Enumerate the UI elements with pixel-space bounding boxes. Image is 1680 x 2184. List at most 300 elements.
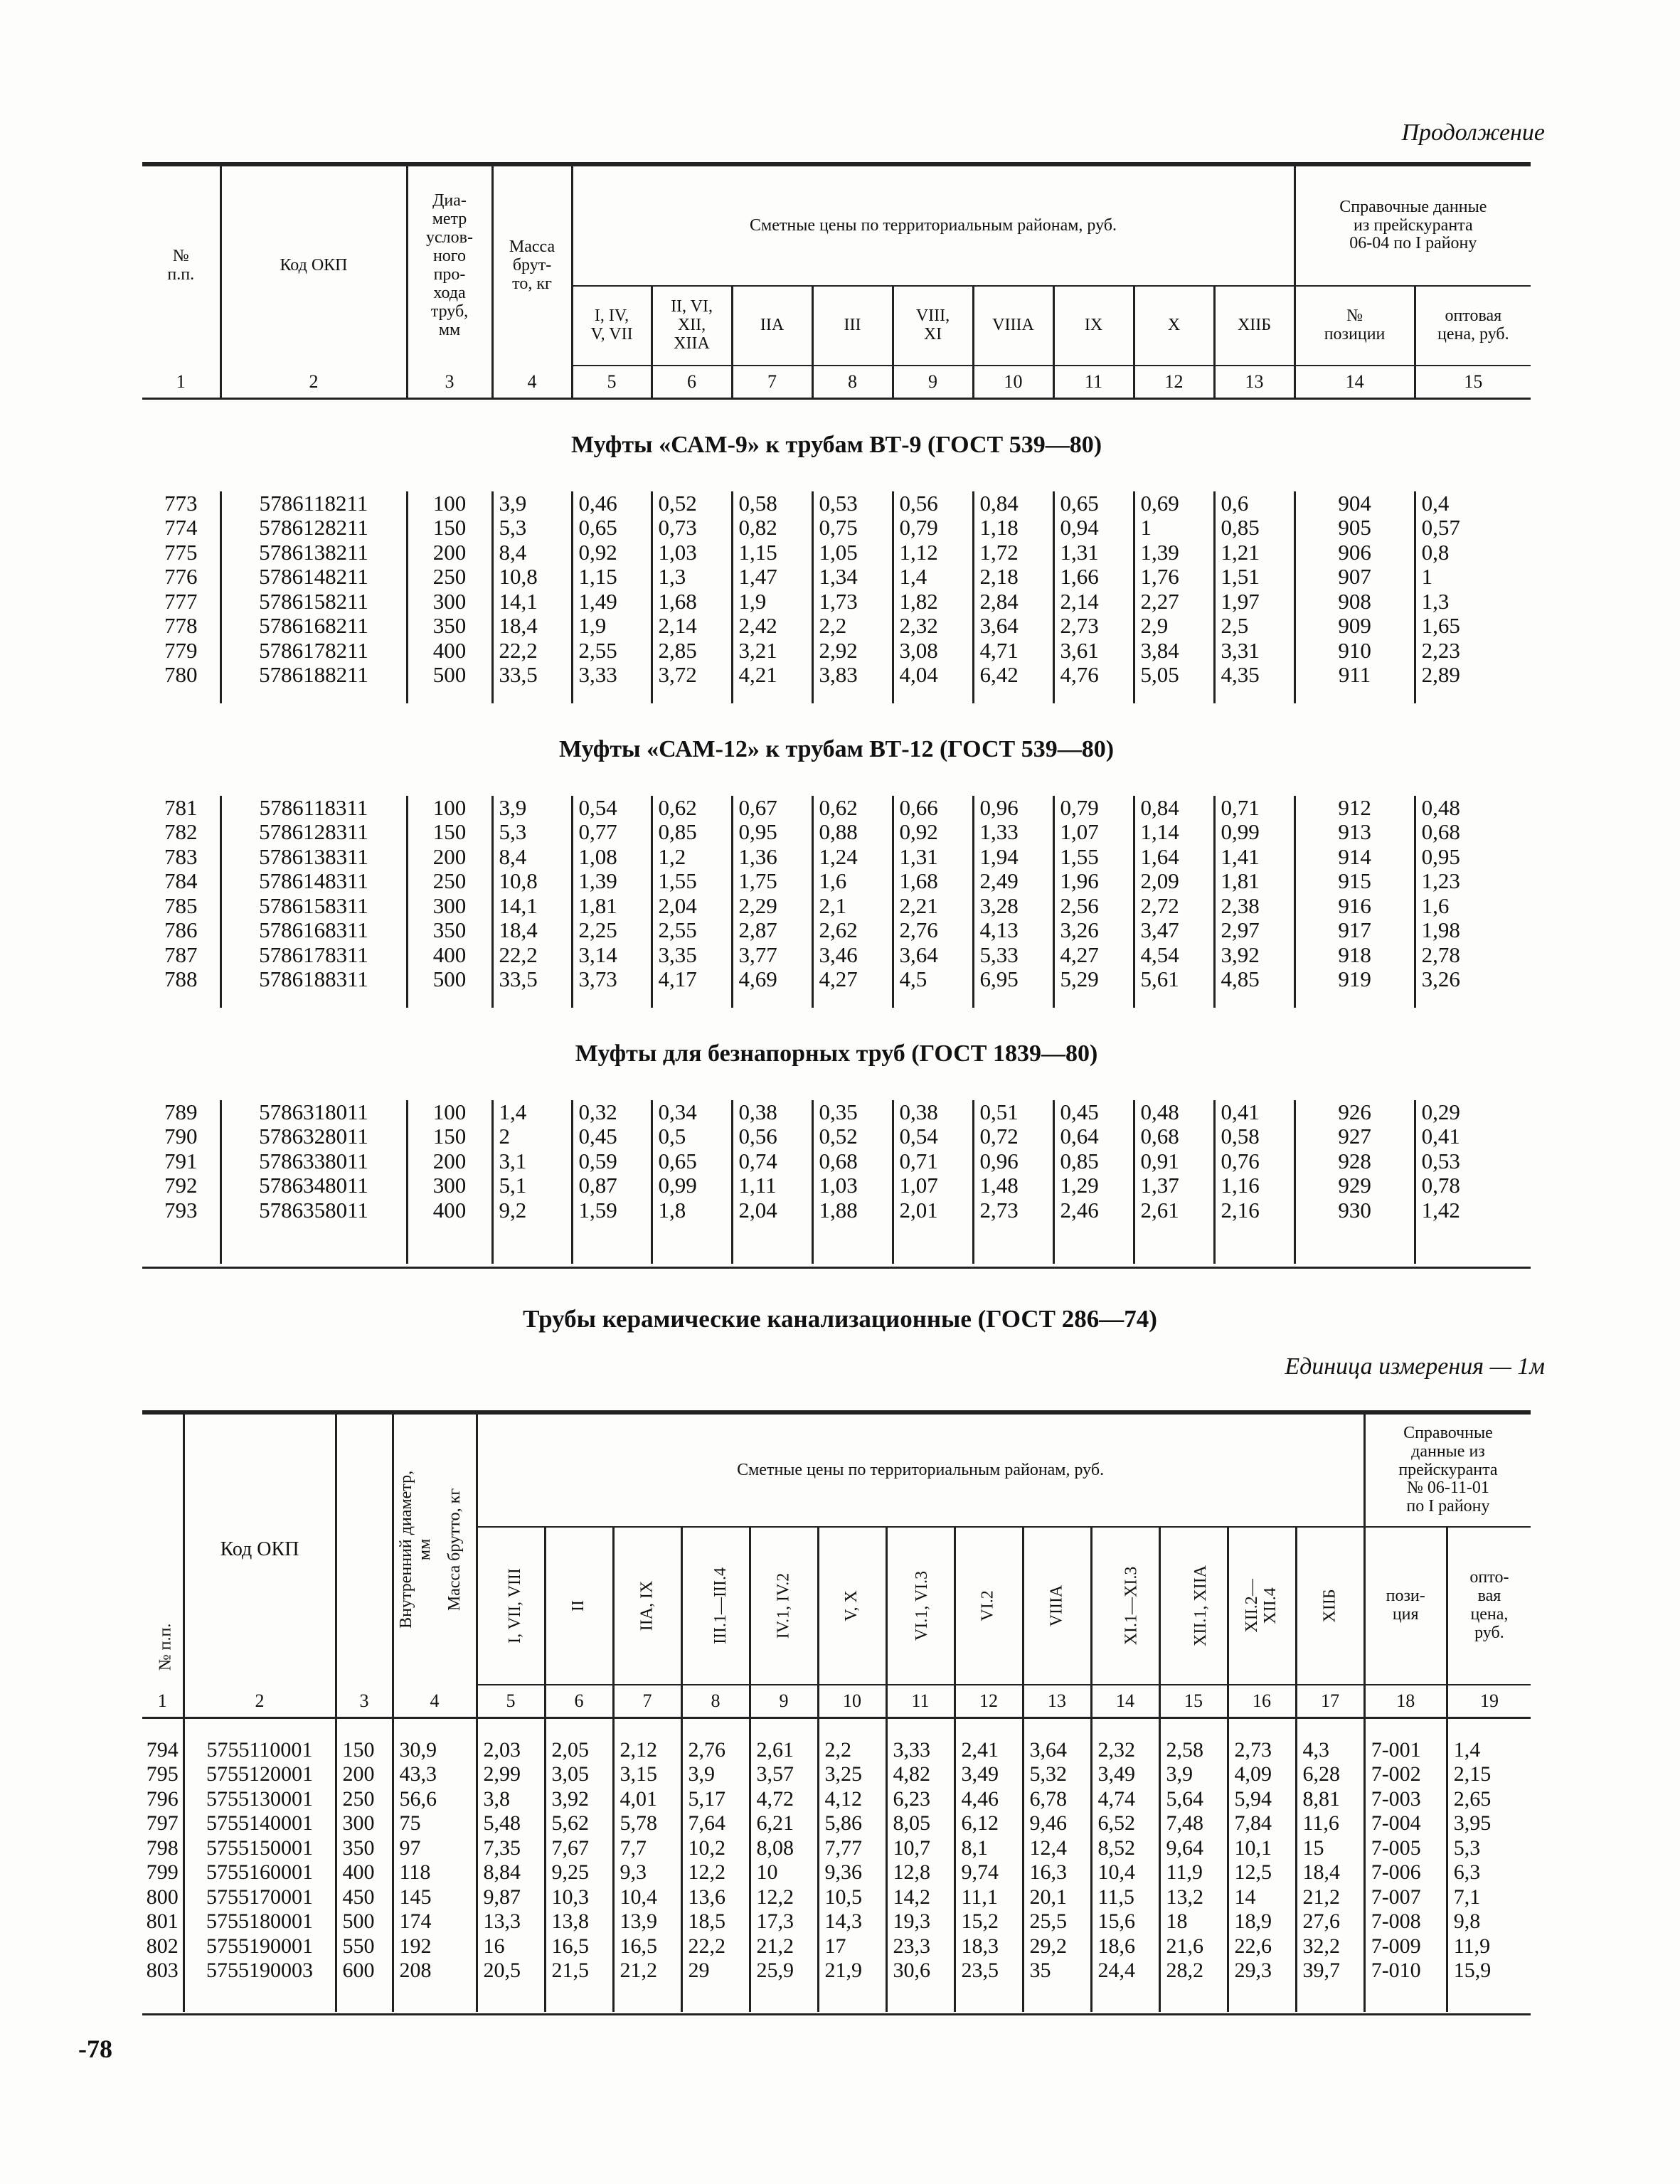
price-4: 18,5 — [681, 1909, 750, 1934]
header-position: № позиции — [1294, 286, 1415, 366]
price-4: 10,2 — [681, 1836, 750, 1861]
spacer-cell — [973, 1222, 1053, 1264]
price-7: 12,8 — [886, 1860, 955, 1885]
price-1: 0,59 — [572, 1149, 652, 1174]
price-4: 1,88 — [812, 1198, 893, 1223]
spacer-cell — [681, 1718, 750, 1738]
price-12: 22,6 — [1228, 1934, 1296, 1959]
spacer-cell — [812, 992, 893, 1008]
price-3: 0,58 — [732, 491, 812, 516]
price-8: 1,14 — [1134, 820, 1214, 845]
spacer-cell — [886, 1983, 955, 2012]
spacer-cell — [812, 1222, 893, 1264]
row-num: 775 — [164, 539, 198, 565]
row-num: 798 — [146, 1836, 179, 1860]
header-code: Код ОКП — [220, 166, 407, 366]
price-2: 0,65 — [652, 1149, 732, 1174]
price-9: 3,31 — [1214, 639, 1294, 664]
header-region: I, IV, V, VII — [572, 286, 652, 366]
spacer-cell — [955, 1718, 1023, 1738]
spacer-cell — [142, 1983, 184, 2012]
diameter: 350 — [336, 1836, 393, 1861]
price-13: 8,81 — [1296, 1787, 1364, 1812]
price-12: 18,9 — [1228, 1909, 1296, 1934]
spacer-cell — [1159, 1718, 1228, 1738]
price-6: 6,95 — [973, 967, 1053, 992]
spacer-cell — [1228, 1983, 1296, 2012]
price-6: 4,13 — [973, 918, 1053, 943]
price-9: 1,51 — [1214, 565, 1294, 590]
price-1: 3,33 — [572, 663, 652, 688]
position: 911 — [1294, 663, 1415, 688]
price-1: 3,14 — [572, 943, 652, 968]
spacer-cell — [492, 688, 572, 703]
section-title: Муфты «САМ-12» к трубам ВТ-12 (ГОСТ 539—80) — [559, 735, 1115, 762]
diameter: 300 — [407, 1173, 492, 1198]
wholesale-price: 0,4 — [1415, 491, 1531, 516]
price-3: 2,04 — [732, 1198, 812, 1223]
header-region-text: VI.2 — [979, 1590, 998, 1621]
price-8: 5,05 — [1134, 663, 1214, 688]
price-8: 5,61 — [1134, 967, 1214, 992]
mass: 1,4 — [492, 1100, 572, 1125]
price-3: 0,67 — [732, 796, 812, 821]
spacer-cell — [393, 1983, 477, 2012]
spacer-cell — [750, 1983, 818, 2012]
row-num: 776 — [164, 564, 198, 589]
row-num: 781 — [164, 794, 198, 820]
diameter: 150 — [407, 516, 492, 540]
diameter: 450 — [336, 1885, 393, 1910]
okp-code: 5786328011 — [220, 1124, 407, 1149]
price-2: 7,67 — [545, 1836, 613, 1861]
price-4: 1,73 — [812, 590, 893, 614]
price-8: 4,46 — [955, 1787, 1023, 1812]
price-6: 1,18 — [973, 516, 1053, 540]
row-num: 796 — [146, 1786, 179, 1811]
mass: 18,4 — [492, 614, 572, 639]
price-6: 2,73 — [973, 1198, 1053, 1223]
header-region: IIA — [732, 286, 812, 366]
diameter: 250 — [336, 1787, 393, 1812]
price-1: 0,65 — [572, 516, 652, 540]
position: 7-004 — [1364, 1811, 1447, 1836]
spacer-cell — [220, 992, 407, 1008]
spacer-cell — [142, 688, 220, 703]
price-5: 1,82 — [893, 590, 973, 614]
diameter: 300 — [407, 894, 492, 919]
price-3: 3,15 — [613, 1762, 681, 1787]
price-7: 1,55 — [1053, 845, 1134, 870]
price-3: 4,01 — [613, 1787, 681, 1812]
position: 7-008 — [1364, 1909, 1447, 1934]
price-4: 2,92 — [812, 639, 893, 664]
diameter: 150 — [336, 1738, 393, 1763]
price-1: 5,48 — [477, 1811, 545, 1836]
spacer-cell — [893, 992, 973, 1008]
price-9: 1,41 — [1214, 845, 1294, 870]
position: 7-010 — [1364, 1959, 1447, 1983]
price-2: 0,62 — [652, 796, 732, 821]
wholesale-price: 2,23 — [1415, 639, 1531, 664]
mass: 3,9 — [492, 796, 572, 821]
price-9: 0,58 — [1214, 1124, 1294, 1149]
header-region: IX — [1053, 286, 1134, 366]
position: 907 — [1294, 565, 1415, 590]
column-number: 7 — [613, 1685, 681, 1718]
price-7: 1,31 — [1053, 540, 1134, 565]
price-8: 1 — [1134, 516, 1214, 540]
price-4: 7,64 — [681, 1811, 750, 1836]
row-num: 801 — [146, 1909, 179, 1933]
wholesale-price: 6,3 — [1447, 1860, 1531, 1885]
spacer-cell — [407, 992, 492, 1008]
okp-code: 5786168311 — [220, 918, 407, 943]
spacer-cell — [184, 1718, 336, 1738]
header-code: Код ОКП — [184, 1415, 336, 1685]
price-13: 6,28 — [1296, 1762, 1364, 1787]
price-3: 5,78 — [613, 1811, 681, 1836]
price-1: 1,08 — [572, 845, 652, 870]
okp-code: 5786138311 — [220, 845, 407, 870]
price-3: 0,95 — [732, 820, 812, 845]
header-region-text: XIIБ — [1320, 1589, 1339, 1623]
price-9: 9,46 — [1023, 1811, 1091, 1836]
price-5: 21,2 — [750, 1934, 818, 1959]
wholesale-price: 11,9 — [1447, 1934, 1531, 1959]
price-3: 1,11 — [732, 1173, 812, 1198]
row-num: 795 — [146, 1762, 179, 1786]
spacer-cell — [818, 1983, 886, 2012]
header-diameter — [336, 1415, 434, 1685]
price-13: 32,2 — [1296, 1934, 1364, 1959]
position: 913 — [1294, 820, 1415, 845]
price-2: 1,3 — [652, 565, 732, 590]
price-2: 16,5 — [545, 1934, 613, 1959]
price-11: 3,9 — [1159, 1762, 1228, 1787]
price-4: 0,53 — [812, 491, 893, 516]
price-3: 0,56 — [732, 1124, 812, 1149]
wholesale-price: 1,65 — [1415, 614, 1531, 639]
price-4: 2,1 — [812, 894, 893, 919]
spacer-cell — [492, 1222, 572, 1264]
mass: 10,8 — [492, 565, 572, 590]
spacer-cell — [142, 1222, 220, 1264]
price-8: 1,37 — [1134, 1173, 1214, 1198]
spacer-cell — [220, 688, 407, 703]
price-8: 15,2 — [955, 1909, 1023, 1934]
diameter: 200 — [407, 845, 492, 870]
mass: 14,1 — [492, 894, 572, 919]
row-num: 784 — [164, 868, 198, 893]
price-8: 2,9 — [1134, 614, 1214, 639]
price-7: 10,7 — [886, 1836, 955, 1861]
price-7: 4,76 — [1053, 663, 1134, 688]
price-9: 5,32 — [1023, 1762, 1091, 1787]
row-num: 780 — [164, 662, 198, 687]
price-12: 29,3 — [1228, 1959, 1296, 1983]
price-4: 3,46 — [812, 943, 893, 968]
header-reference: Справочные данные из прейскуранта № 06-11-01 по I району — [1364, 1415, 1531, 1527]
header-mass: Масса брут- то, кг — [492, 166, 572, 366]
table1-bottom-rule — [142, 1267, 1531, 1269]
price-5: 0,79 — [893, 516, 973, 540]
spacer-cell — [681, 1983, 750, 2012]
header-mass-text: Масса брутто, кг — [445, 1488, 464, 1612]
price-5: 0,92 — [893, 820, 973, 845]
price-3: 1,15 — [732, 540, 812, 565]
price-1: 0,87 — [572, 1173, 652, 1198]
price-2: 10,3 — [545, 1885, 613, 1910]
price-5: 0,54 — [893, 1124, 973, 1149]
price-6: 10,5 — [818, 1885, 886, 1910]
wholesale-price: 2,65 — [1447, 1787, 1531, 1812]
diameter: 200 — [336, 1762, 393, 1787]
spacer-cell — [1091, 1983, 1159, 2012]
mass: 118 — [393, 1860, 477, 1885]
diameter: 500 — [336, 1909, 393, 1934]
price-3: 3,21 — [732, 639, 812, 664]
okp-code: 5755130001 — [184, 1787, 336, 1812]
okp-code: 5786128211 — [220, 516, 407, 540]
mass: 3,9 — [492, 491, 572, 516]
diameter: 600 — [336, 1959, 393, 1983]
diameter: 250 — [407, 869, 492, 894]
mass: 33,5 — [492, 663, 572, 688]
spacer-cell — [652, 992, 732, 1008]
price-7: 4,82 — [886, 1762, 955, 1787]
price-2: 2,55 — [652, 918, 732, 943]
header-region-text: II — [569, 1600, 588, 1612]
price-6: 6,42 — [973, 663, 1053, 688]
row-num: 789 — [164, 1099, 198, 1124]
price-2: 0,5 — [652, 1124, 732, 1149]
wholesale-price: 15,9 — [1447, 1959, 1531, 1983]
price-7: 6,23 — [886, 1787, 955, 1812]
price-13: 21,2 — [1296, 1885, 1364, 1910]
diameter: 400 — [407, 1198, 492, 1223]
column-number: 10 — [973, 366, 1053, 399]
price-10: 15,6 — [1091, 1909, 1159, 1934]
mass: 174 — [393, 1909, 477, 1934]
header-region — [613, 1527, 681, 1685]
header-region: VIII, XI — [893, 286, 973, 366]
okp-code: 5786128311 — [220, 820, 407, 845]
price-1: 1,9 — [572, 614, 652, 639]
header-region — [750, 1527, 818, 1685]
mass: 8,4 — [492, 845, 572, 870]
spacer-cell — [955, 1983, 1023, 2012]
price-10: 2,32 — [1091, 1738, 1159, 1763]
diameter: 350 — [407, 918, 492, 943]
row-num: 802 — [146, 1934, 179, 1958]
price-2: 0,52 — [652, 491, 732, 516]
price-8: 0,48 — [1134, 1100, 1214, 1125]
price-1: 16 — [477, 1934, 545, 1959]
column-number: 1 — [142, 1685, 184, 1718]
spacer-cell — [750, 1718, 818, 1738]
price-2: 0,73 — [652, 516, 732, 540]
price-10: 6,52 — [1091, 1811, 1159, 1836]
price-2: 3,72 — [652, 663, 732, 688]
column-number: 16 — [1228, 1685, 1296, 1718]
position: 929 — [1294, 1173, 1415, 1198]
position: 7-007 — [1364, 1885, 1447, 1910]
column-number: 11 — [1053, 366, 1134, 399]
price-13: 15 — [1296, 1836, 1364, 1861]
price-1: 0,77 — [572, 820, 652, 845]
price-6: 1,33 — [973, 820, 1053, 845]
column-number: 4 — [492, 366, 572, 399]
column-number: 12 — [1134, 366, 1214, 399]
mass: 192 — [393, 1934, 477, 1959]
header-region-text: XII.1, XIIA — [1191, 1565, 1210, 1646]
column-number: 14 — [1294, 366, 1415, 399]
price-5: 3,08 — [893, 639, 973, 664]
price-9: 1,81 — [1214, 869, 1294, 894]
spacer-cell — [1053, 992, 1134, 1008]
price-6: 2,18 — [973, 565, 1053, 590]
wholesale-price: 0,78 — [1415, 1173, 1531, 1198]
row-num: 785 — [164, 893, 198, 918]
price-5: 3,57 — [750, 1762, 818, 1787]
price-3: 4,69 — [732, 967, 812, 992]
header-region — [955, 1527, 1023, 1685]
price-11: 5,64 — [1159, 1787, 1228, 1812]
row-num: 797 — [146, 1811, 179, 1835]
diameter: 100 — [407, 491, 492, 516]
price-9: 0,71 — [1214, 796, 1294, 821]
price-6: 0,51 — [973, 1100, 1053, 1125]
price-10: 24,4 — [1091, 1959, 1159, 1983]
price-8: 2,27 — [1134, 590, 1214, 614]
price-9: 3,64 — [1023, 1738, 1091, 1763]
price-8: 18,3 — [955, 1934, 1023, 1959]
spacer-cell — [1091, 1718, 1159, 1738]
column-number: 4 — [393, 1685, 477, 1718]
header-region — [681, 1527, 750, 1685]
header-region-text: XI.1—XI.3 — [1121, 1566, 1140, 1646]
spacer-cell — [818, 1718, 886, 1738]
price-5: 1,4 — [893, 565, 973, 590]
price-7: 2,46 — [1053, 1198, 1134, 1223]
column-number: 15 — [1159, 1685, 1228, 1718]
mass: 18,4 — [492, 918, 572, 943]
price-3: 1,36 — [732, 845, 812, 870]
price-8: 2,09 — [1134, 869, 1214, 894]
price-2: 4,17 — [652, 967, 732, 992]
mass: 5,1 — [492, 1173, 572, 1198]
diameter: 150 — [407, 820, 492, 845]
price-7: 1,07 — [1053, 820, 1134, 845]
price-4: 29 — [681, 1959, 750, 1983]
price-3: 16,5 — [613, 1934, 681, 1959]
wholesale-price: 0,53 — [1415, 1149, 1531, 1174]
header-num — [142, 1415, 184, 1685]
spacer-cell — [407, 688, 492, 703]
wholesale-price: 2,15 — [1447, 1762, 1531, 1787]
price-9: 2,5 — [1214, 614, 1294, 639]
wholesale-price: 0,95 — [1415, 845, 1531, 870]
price-8: 0,84 — [1134, 796, 1214, 821]
price-3: 0,74 — [732, 1149, 812, 1174]
price-9: 4,85 — [1214, 967, 1294, 992]
price-5: 0,71 — [893, 1149, 973, 1174]
price-6: 21,9 — [818, 1959, 886, 1983]
continuation-label: Продолжение — [1401, 119, 1545, 146]
mass: 56,6 — [393, 1787, 477, 1812]
position: 904 — [1294, 491, 1415, 516]
spacer-cell — [1134, 1222, 1214, 1264]
header-region-text: I, VII, VIII — [505, 1568, 524, 1644]
okp-code: 5786148311 — [220, 869, 407, 894]
price-8: 3,49 — [955, 1762, 1023, 1787]
diameter: 400 — [407, 943, 492, 968]
wholesale-price: 0,29 — [1415, 1100, 1531, 1125]
position: 7-005 — [1364, 1836, 1447, 1861]
price-2: 3,92 — [545, 1787, 613, 1812]
price-1: 2,99 — [477, 1762, 545, 1787]
price-6: 17 — [818, 1934, 886, 1959]
header-region-text: IIA, IX — [637, 1580, 656, 1631]
price-8: 6,12 — [955, 1811, 1023, 1836]
position: 7-009 — [1364, 1934, 1447, 1959]
diameter: 300 — [407, 590, 492, 614]
price-1: 13,3 — [477, 1909, 545, 1934]
header-region — [1023, 1527, 1091, 1685]
okp-code: 5755150001 — [184, 1836, 336, 1861]
price-1: 3,8 — [477, 1787, 545, 1812]
okp-code: 5786348011 — [220, 1173, 407, 1198]
wholesale-price: 1,3 — [1415, 590, 1531, 614]
diameter: 150 — [407, 1124, 492, 1149]
price-6: 0,72 — [973, 1124, 1053, 1149]
price-2: 3,35 — [652, 943, 732, 968]
price-2: 2,14 — [652, 614, 732, 639]
price-4: 0,75 — [812, 516, 893, 540]
header-region — [1091, 1527, 1159, 1685]
wholesale-price: 0,48 — [1415, 796, 1531, 821]
spacer-cell — [184, 1983, 336, 2012]
header-wholesale-price: оптовая цена, руб. — [1415, 286, 1531, 366]
position: 908 — [1294, 590, 1415, 614]
price-8: 0,68 — [1134, 1124, 1214, 1149]
unit-of-measure: Единица измерения — 1м — [1285, 1353, 1545, 1380]
spacer-cell — [1296, 1718, 1364, 1738]
row-num: 777 — [164, 588, 198, 614]
spacer-cell — [492, 992, 572, 1008]
price-9: 29,2 — [1023, 1934, 1091, 1959]
price-5: 1,12 — [893, 540, 973, 565]
wholesale-price: 1,6 — [1415, 894, 1531, 919]
price-2: 21,5 — [545, 1959, 613, 1983]
price-5: 10 — [750, 1860, 818, 1885]
spacer-cell — [393, 1718, 477, 1738]
spacer-cell — [732, 992, 812, 1008]
column-number: 8 — [812, 366, 893, 399]
price-7: 0,64 — [1053, 1124, 1134, 1149]
price-4: 2,62 — [812, 918, 893, 943]
header-region-text: V, X — [842, 1590, 861, 1621]
price-3: 3,77 — [732, 943, 812, 968]
position: 912 — [1294, 796, 1415, 821]
price-11: 13,2 — [1159, 1885, 1228, 1910]
spacer-cell — [812, 688, 893, 703]
price-5: 1,68 — [893, 869, 973, 894]
row-num: 782 — [164, 819, 198, 844]
position: 906 — [1294, 540, 1415, 565]
header-region-text: III.1—III.4 — [711, 1567, 730, 1644]
